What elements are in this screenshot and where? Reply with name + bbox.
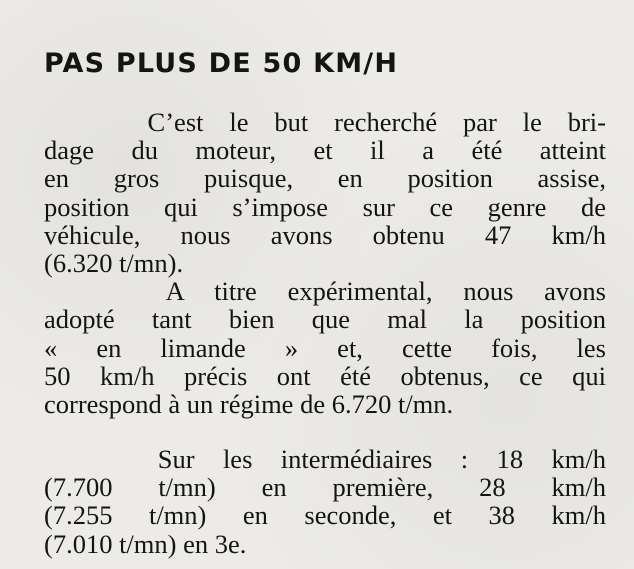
paragraph-gap xyxy=(44,418,606,445)
paragraph-1-line-5: véhicule, nous avons obtenu 47 km/h xyxy=(44,219,606,250)
paragraph-1-line-4: position qui s’impose sur ce genre de xyxy=(44,191,606,222)
paragraph-1-line-3: en gros puisque, en position assise, xyxy=(44,163,606,194)
paragraph-2-line-2: adopté tant bien que mal la position xyxy=(44,304,606,335)
article-body xyxy=(44,108,606,558)
article-title: PAS PLUS DE 50 KM/H xyxy=(44,48,399,79)
paragraph-2-line-1: A titre expérimental, nous avons xyxy=(44,276,606,307)
paragraph-1-line-1: C’est le but recherché par le bri- xyxy=(44,107,606,137)
paragraph-2-line-5: correspond à un régime de 6.720 t/mn. xyxy=(44,388,454,419)
paragraph-3-line-2: (7.700 t/mn) en première, 28 km/h xyxy=(44,472,606,503)
paragraph-3-line-4: (7.010 t/mn) en 3e. xyxy=(44,528,247,559)
paragraph-3-line-3: (7.255 t/mn) en seconde, et 38 km/h xyxy=(44,500,606,531)
paragraph-1-line-2: dage du moteur, et il a été atteint xyxy=(44,135,606,166)
paragraph-2-line-4: 50 km/h précis ont été obtenus, ce qui xyxy=(44,360,606,391)
paragraph-2-line-3: « en limande » et, cette fois, les xyxy=(44,332,606,363)
paragraph-1-line-6: (6.320 t/mn). xyxy=(44,247,184,278)
paragraph-3-line-1: Sur les intermédiaires : 18 km/h xyxy=(44,444,606,475)
